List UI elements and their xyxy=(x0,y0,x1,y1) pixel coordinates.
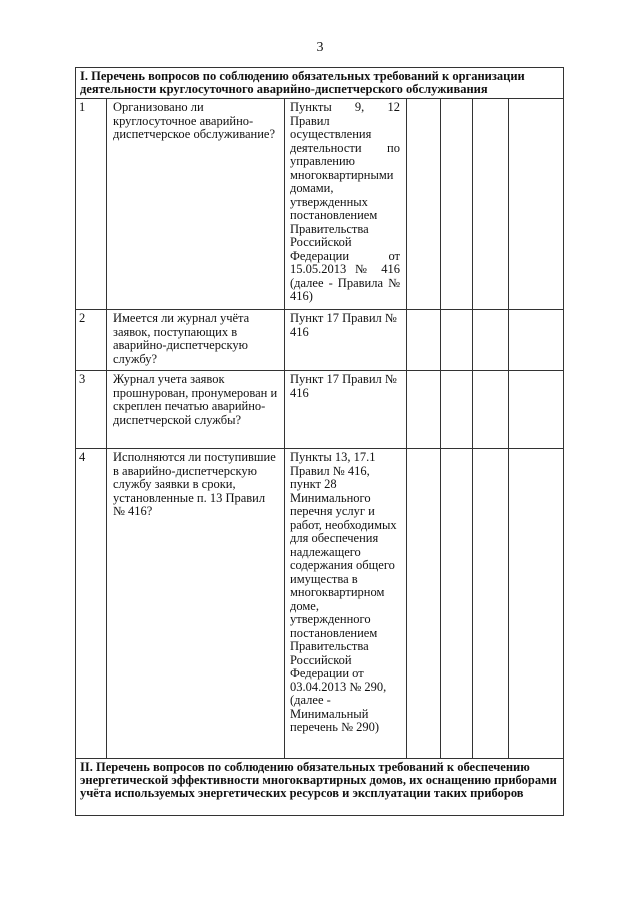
row-number: 2 xyxy=(76,310,107,371)
answer-cell[interactable] xyxy=(407,310,441,371)
answer-cell[interactable] xyxy=(407,99,441,310)
reference-cell: Пункт 17 Правил № 416 xyxy=(285,310,407,371)
note-cell[interactable] xyxy=(509,310,564,371)
table-row xyxy=(76,310,564,371)
question-cell: Организовано ли круглосуточное аварийно-диспетчерское обслуживание? xyxy=(107,99,285,310)
section-1-heading: I. Перечень вопросов по соблюдению обязательных требований к организации деятельности круглосуточного аварийно-диспетчерского обслуживания xyxy=(76,68,564,99)
page-number: 3 xyxy=(316,40,324,55)
row-number: 1 xyxy=(76,99,107,310)
reference-cell: Пункты 13, 17.1 Правил № 416, пункт 28 Минимального перечня услуг и работ, необходимых для обеспечения надлежащего содержания общего имущества в многоквартирном доме, утвержденного постановлением Правительства Российской Федерации от 03.04.2013 № 290, (далее - Минимальный перечень № 290) xyxy=(285,449,407,759)
answer-cell[interactable] xyxy=(441,99,473,310)
checklist-table xyxy=(75,67,564,816)
answer-cell[interactable] xyxy=(473,371,509,449)
note-cell[interactable] xyxy=(509,99,564,310)
section-2-heading-row xyxy=(76,759,564,816)
answer-cell[interactable] xyxy=(407,371,441,449)
table-row xyxy=(76,99,564,310)
answer-cell[interactable] xyxy=(441,371,473,449)
answer-cell[interactable] xyxy=(473,99,509,310)
table-row xyxy=(76,449,564,759)
question-cell: Журнал учета заявок прошнурован, пронумерован и скреплен печатью аварийно-диспетчерской службы? xyxy=(107,371,285,449)
question-cell: Исполняются ли поступившие в аварийно-диспетчерскую службу заявки в сроки, установленные п. 13 Правил № 416? xyxy=(107,449,285,759)
answer-cell[interactable] xyxy=(441,449,473,759)
section-2-heading: II. Перечень вопросов по соблюдению обязательных требований к обеспечению энергетической эффективности многоквартирных домов, их оснащению приборами учёта используемых энергетических ресурсов и эксплуатации таких приборов xyxy=(76,759,564,816)
question-cell: Имеется ли журнал учёта заявок, поступающих в аварийно-диспетчерскую службу? xyxy=(107,310,285,371)
section-1-heading-row xyxy=(76,68,564,99)
note-cell[interactable] xyxy=(509,371,564,449)
note-cell[interactable] xyxy=(509,449,564,759)
answer-cell[interactable] xyxy=(407,449,441,759)
reference-cell: Пункт 17 Правил № 416 xyxy=(285,371,407,449)
row-number: 3 xyxy=(76,371,107,449)
answer-cell[interactable] xyxy=(473,310,509,371)
table-row xyxy=(76,371,564,449)
reference-cell: Пункты 9, 12 Правил осуществления деятельности по управлению многоквартирными домами, утвержденных постановлением Правительства Российской Федерации от 15.05.2013 № 416 (далее - Правила № 416) xyxy=(285,99,407,310)
answer-cell[interactable] xyxy=(473,449,509,759)
row-number: 4 xyxy=(76,449,107,759)
answer-cell[interactable] xyxy=(441,310,473,371)
